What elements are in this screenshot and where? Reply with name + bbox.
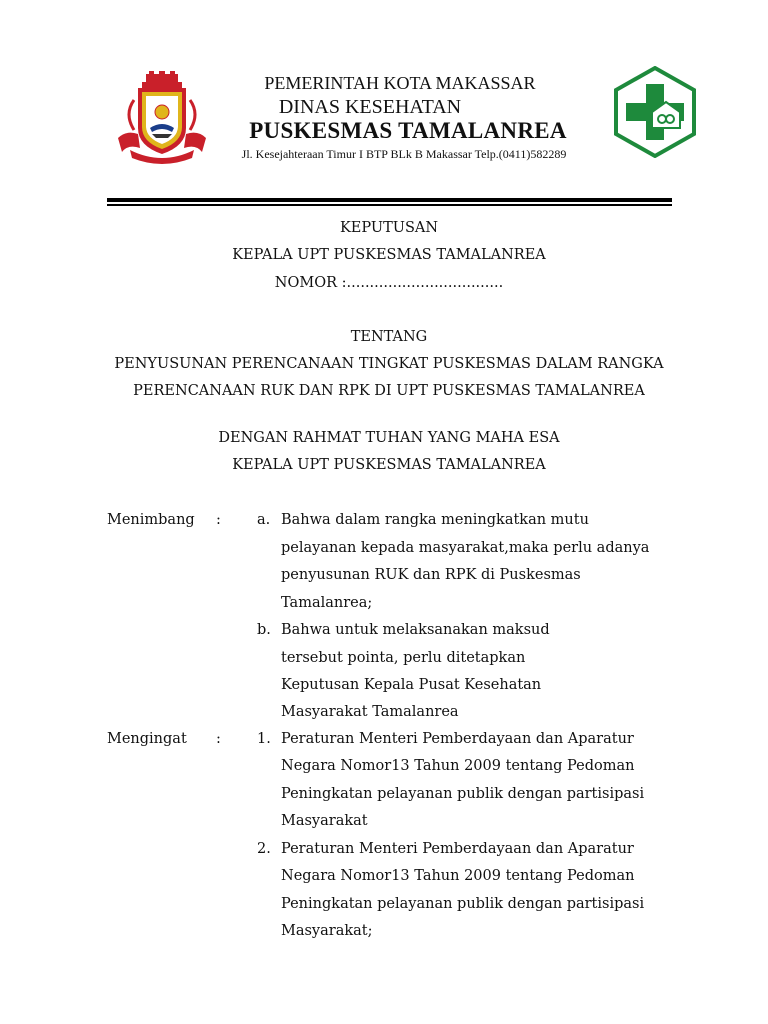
recalling-item-marker: 1. [257, 731, 271, 747]
considering-item-line: tersebut pointa, perlu ditetapkan [281, 650, 526, 666]
considering-label: Menimbang [107, 512, 195, 528]
decision-number: NOMOR :.................................. [274, 275, 504, 291]
about-line-1: PENYUSUNAN PERENCANAAN TINGKAT PUSKESMAS DALAM RANGKA [114, 356, 664, 372]
recalling-item-line: Peningkatan pelayanan publik dengan partisipasi [281, 786, 645, 802]
considering-item-line: Keputusan Kepala Pusat Kesehatan [281, 677, 542, 693]
recalling-item-marker: 2. [257, 841, 271, 857]
letterhead-divider-thin [107, 204, 672, 206]
considering-item-line: Masyarakat Tamalanrea [281, 704, 459, 720]
letterhead-department: DINAS KESEHATAN [278, 96, 462, 118]
letterhead-divider-thick [107, 198, 672, 202]
decision-subtitle: KEPALA UPT PUSKESMAS TAMALANREA [232, 247, 546, 263]
blessing-authority: KEPALA UPT PUSKESMAS TAMALANREA [232, 457, 546, 473]
puskesmas-cross-icon [612, 66, 698, 158]
considering-item-line: penyusunan RUK dan RPK di Puskesmas [281, 567, 581, 583]
about-line-2: PERENCANAAN RUK DAN RPK DI UPT PUSKESMAS TAMALANREA [133, 383, 645, 399]
considering-colon: : [216, 512, 221, 528]
recalling-item-line: Negara Nomor13 Tahun 2009 tentang Pedoman [281, 758, 635, 774]
recalling-colon: : [216, 731, 221, 747]
considering-item-line: pelayanan kepada masyarakat,maka perlu adanya [281, 540, 650, 556]
considering-item-line: Tamalanrea; [281, 595, 373, 611]
recalling-item-line: Peningkatan pelayanan publik dengan partisipasi [281, 896, 645, 912]
recalling-label: Mengingat [107, 731, 187, 747]
blessing-line: DENGAN RAHMAT TUHAN YANG MAHA ESA [218, 430, 560, 446]
letterhead [0, 0, 768, 200]
recalling-item-line: Negara Nomor13 Tahun 2009 tentang Pedoman [281, 868, 635, 884]
considering-item-marker: a. [257, 512, 271, 528]
letterhead-institution: PUSKESMAS TAMALANREA [249, 118, 567, 143]
letterhead-government: PEMERINTAH KOTA MAKASSAR [264, 73, 536, 93]
considering-item-line: Bahwa untuk melaksanakan maksud [281, 622, 550, 638]
considering-item-line: Bahwa dalam rangka meningkatkan mutu [281, 512, 589, 528]
about-label: TENTANG [350, 329, 428, 345]
considering-item-marker: b. [257, 622, 271, 638]
decision-title: KEPUTUSAN [339, 220, 439, 236]
letterhead-address: Jl. Kesejahteraan Timur I BTP BLk B Makassar Telp.(0411)582289 [241, 147, 567, 161]
recalling-item-line: Peraturan Menteri Pemberdayaan dan Aparatur [281, 731, 634, 747]
recalling-item-line: Peraturan Menteri Pemberdayaan dan Aparatur [281, 841, 634, 857]
recalling-item-line: Masyarakat; [281, 923, 373, 939]
recalling-item-line: Masyarakat [281, 813, 368, 829]
